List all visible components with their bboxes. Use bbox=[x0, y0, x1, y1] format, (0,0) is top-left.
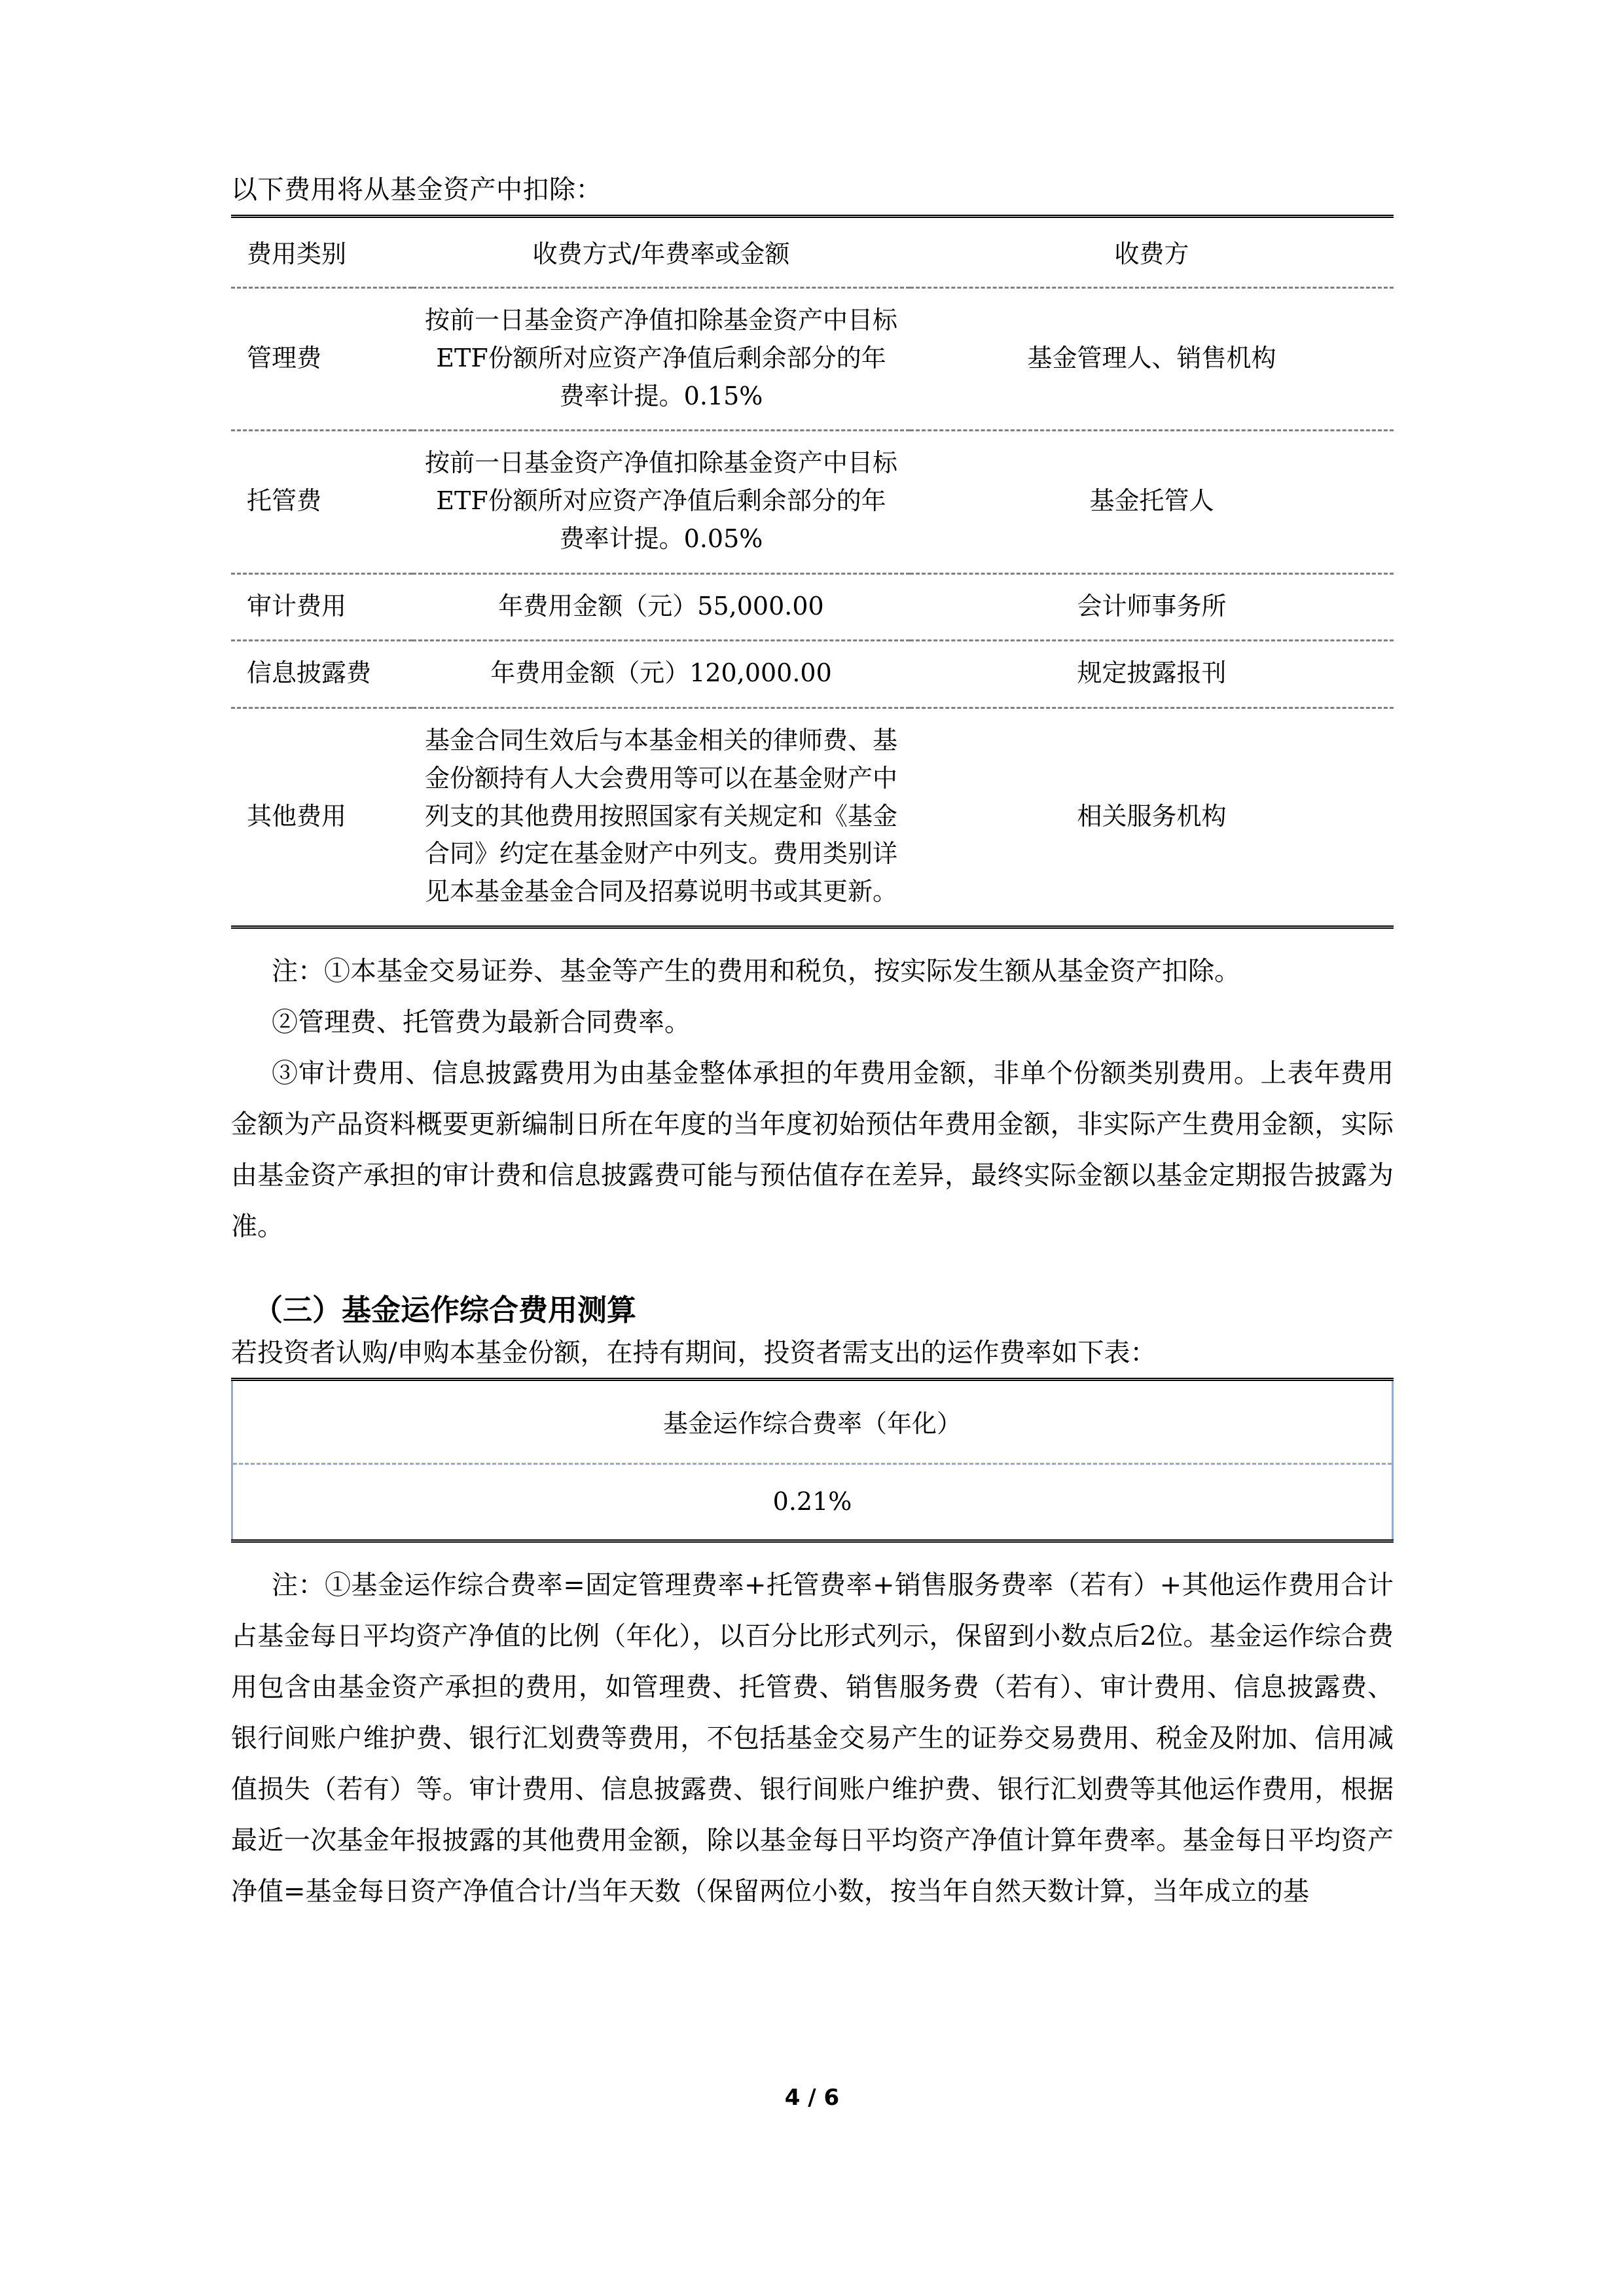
rate-table-value: 0.21% bbox=[232, 1464, 1393, 1541]
fee-description: 按前一日基金资产净值扣除基金资产中目标ETF份额所对应资产净值后剩余部分的年费率计提。0.05% bbox=[412, 431, 910, 573]
fee-category: 审计费用 bbox=[231, 573, 412, 641]
fee-note-2: ②管理费、托管费为最新合同费率。 bbox=[272, 1007, 691, 1037]
fee-notes bbox=[231, 946, 1394, 1252]
comprehensive-rate-table bbox=[231, 1378, 1394, 1543]
fee-description: 按前一日基金资产净值扣除基金资产中目标ETF份额所对应资产净值后剩余部分的年费率计提。0.15% bbox=[412, 288, 910, 431]
fee-table-header-row bbox=[231, 217, 1394, 288]
rate-note-1: 注：①基金运作综合费率=固定管理费率+托管费率+销售服务费率（若有）+其他运作费用合计占基金每日平均资产净值的比例（年化），以百分比形式列示，保留到小数点后2位。基金运作综合费用包含由基金资产承担的费用，如管理费、托管费、销售服务费（若有）、审计费用、信息披露费、银行间账户维护费、银行汇划费等费用，不包括基金交易产生的证券交易费用、税金及附加、信用减值损失（若有）等。审计费用、信息披露费、银行间账户维护费、银行汇划费等其他运作费用，根据最近一次基金年报披露的其他费用金额，除以基金每日平均资产净值计算年费率。基金每日平均资产净值=基金每日资产净值合计/当年天数（保留两位小数，按当年自然天数计算，当年成立的基 bbox=[231, 1570, 1394, 1907]
table-row bbox=[231, 641, 1394, 708]
fee-payee: 相关服务机构 bbox=[910, 708, 1394, 927]
fee-table-header-category: 费用类别 bbox=[231, 217, 412, 288]
fee-description: 基金合同生效后与本基金相关的律师费、基金份额持有人大会费用等可以在基金财产中列支的其他费用按照国家有关规定和《基金合同》约定在基金财产中列支。费用类别详见本基金基金合同及招募说明书或其更新。 bbox=[412, 708, 910, 927]
fee-payee: 规定披露报刊 bbox=[910, 641, 1394, 708]
table-row bbox=[231, 708, 1394, 927]
fee-note-3: ③审计费用、信息披露费用为由基金整体承担的年费用金额，非单个份额类别费用。上表年费用金额为产品资料概要更新编制日所在年度的当年度初始预估年费用金额，非实际产生费用金额，实际由基金资产承担的审计费和信息披露费可能与预估值存在差异，最终实际金额以基金定期报告披露为准。 bbox=[231, 1058, 1394, 1242]
fee-table bbox=[231, 215, 1394, 929]
fee-payee: 基金管理人、销售机构 bbox=[910, 288, 1394, 431]
page-content bbox=[231, 177, 1394, 1917]
fee-category: 管理费 bbox=[231, 288, 412, 431]
table-row bbox=[231, 573, 1394, 641]
intro-line: 以下费用将从基金资产中扣除： bbox=[231, 175, 602, 205]
fee-table-header-method: 收费方式/年费率或金额 bbox=[412, 217, 910, 288]
fee-description: 年费用金额（元）120,000.00 bbox=[412, 641, 910, 708]
fee-table-body bbox=[231, 288, 1394, 927]
rate-table-header-row bbox=[232, 1380, 1393, 1464]
fee-category: 信息披露费 bbox=[231, 641, 412, 708]
page-footer: 4 / 6 bbox=[784, 2085, 840, 2111]
fee-payee: 会计师事务所 bbox=[910, 573, 1394, 641]
fee-table-header-payee: 收费方 bbox=[910, 217, 1394, 288]
fee-category: 其他费用 bbox=[231, 708, 412, 927]
fee-payee: 基金托管人 bbox=[910, 431, 1394, 573]
section-subtitle: 若投资者认购/申购本基金份额，在持有期间，投资者需支出的运作费率如下表： bbox=[231, 1338, 1157, 1369]
rate-table-value-row bbox=[232, 1464, 1393, 1541]
section-heading: （三）基金运作综合费用测算 bbox=[253, 1292, 637, 1327]
fee-category: 托管费 bbox=[231, 431, 412, 573]
fee-description: 年费用金额（元）55,000.00 bbox=[412, 573, 910, 641]
fee-table-head bbox=[231, 217, 1394, 288]
rate-table-header: 基金运作综合费率（年化） bbox=[232, 1380, 1393, 1464]
fee-note-1: 注：①本基金交易证券、基金等产生的费用和税负，按实际发生额从基金资产扣除。 bbox=[272, 956, 1240, 986]
rate-notes bbox=[231, 1560, 1394, 1917]
table-row bbox=[231, 288, 1394, 431]
table-row bbox=[231, 431, 1394, 573]
